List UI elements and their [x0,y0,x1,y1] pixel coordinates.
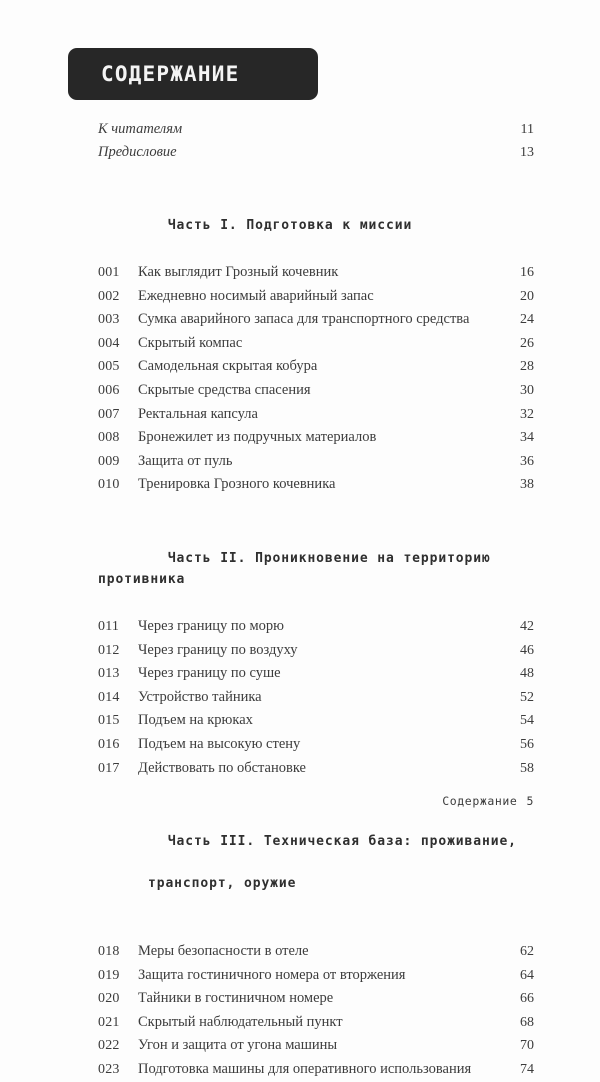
toc-entry-number: 002 [98,288,120,304]
toc-entry-number: 020 [98,991,120,1007]
toc-entry-number: 016 [98,736,120,752]
toc-content [98,118,534,1082]
front-matter-page: 11 [520,122,534,137]
toc-entry-title: Подъем на высокую стену [138,735,301,752]
front-matter-list [98,118,534,164]
toc-row[interactable] [98,964,534,988]
toc-row[interactable] [98,709,534,733]
front-matter-row[interactable] [98,118,534,141]
part-section-3 [98,810,534,1082]
toc-entry-title: Тренировка Грозного кочевника [138,476,336,493]
toc-entry-page: 32 [520,406,534,422]
toc-entry-title: Подготовка машины для оперативного использования [138,1061,472,1078]
toc-row[interactable] [98,379,534,403]
toc-entry-title: Защита от пуль [138,452,233,469]
toc-row[interactable] [98,757,534,781]
toc-row[interactable] [98,1034,534,1058]
toc-entry-page: 48 [520,666,534,682]
toc-entry-number: 017 [98,760,120,776]
toc-entry-page: 68 [520,1014,534,1030]
toc-entry-page: 26 [520,335,534,351]
toc-entry-title: Меры безопасности в отеле [138,943,309,960]
toc-row[interactable] [98,332,534,356]
toc-entry-number: 003 [98,312,120,328]
part-section-1 [98,194,534,497]
part-heading [98,527,534,611]
toc-entry-title: Тайники в гостиничном номере [138,990,334,1007]
toc-entry-page: 38 [520,477,534,493]
toc-entry-number: 013 [98,666,120,682]
contents-banner [68,48,318,100]
toc-entry-title: Подъем на крюках [138,712,253,729]
toc-entry-page: 36 [520,453,534,469]
toc-row[interactable] [98,940,534,964]
toc-entry-number: 015 [98,713,120,729]
page-footer [442,794,534,808]
toc-row[interactable] [98,285,534,309]
footer-page-number: 5 [526,794,534,808]
toc-entry-title: Действовать по обстановке [138,759,306,776]
toc-entry-title: Скрытый компас [138,334,243,351]
toc-entry-number: 019 [98,967,120,983]
toc-row[interactable] [98,987,534,1011]
toc-entry-title: Скрытый наблюдательный пункт [138,1013,343,1030]
part-heading-line-1: Часть II. Проникновение на территорию противника [98,550,500,587]
toc-row[interactable] [98,403,534,427]
toc-entry-number: 005 [98,359,120,375]
part-heading [98,810,534,936]
toc-row[interactable] [98,426,534,450]
toc-entry-number: 021 [98,1014,120,1030]
toc-entry-title: Самодельная скрытая кобура [138,358,318,375]
toc-entry-number: 010 [98,477,120,493]
part-heading-line-1: Часть III. Техническая база: проживание, [167,834,517,850]
toc-entry-page: 58 [520,760,534,776]
toc-entry-number: 012 [98,642,120,658]
toc-entry-number: 007 [98,406,120,422]
toc-entry-title: Бронежилет из подручных материалов [138,429,377,446]
toc-row[interactable] [98,662,534,686]
toc-row[interactable] [98,1011,534,1035]
toc-entry-page: 70 [520,1038,534,1054]
toc-entry-number: 009 [98,453,120,469]
toc-entry-page: 46 [520,642,534,658]
toc-row[interactable] [98,308,534,332]
toc-entry-page: 16 [520,265,534,280]
toc-row[interactable] [98,473,534,497]
toc-entry-number: 006 [98,382,120,398]
toc-entry-page: 74 [520,1062,534,1078]
toc-entry-page: 64 [520,967,534,983]
toc-entry-page: 30 [520,382,534,398]
toc-entry-number: 001 [98,265,120,280]
toc-entry-title: Защита гостиничного номера от вторжения [138,966,406,983]
toc-entry-title: Через границу по суше [138,665,281,682]
toc-row[interactable] [98,733,534,757]
toc-entry-title: Через границу по воздуху [138,641,298,658]
front-matter-title: К читателям [98,121,183,137]
toc-row[interactable] [98,261,534,285]
toc-row[interactable] [98,355,534,379]
front-matter-page: 13 [520,145,534,160]
toc-row[interactable] [98,615,534,639]
toc-entry-page: 62 [520,944,534,960]
toc-entry-title: Устройство тайника [138,688,262,705]
toc-entry-number: 018 [98,944,120,960]
toc-entry-title: Ректальная капсула [138,405,258,422]
page-title: СОДЕРЖАНИЕ [101,62,240,86]
toc-entry-number: 004 [98,335,120,351]
toc-entry-page: 54 [520,713,534,729]
toc-entry-page: 34 [520,430,534,446]
toc-entry-title: Сумка аварийного запаса для транспортного средства [138,311,470,328]
part-heading [98,194,534,257]
toc-entry-number: 022 [98,1038,120,1054]
toc-entry-number: 008 [98,430,120,446]
toc-entry-title: Угон и защита от угона машины [138,1037,338,1054]
toc-row[interactable] [98,686,534,710]
toc-entry-number: 023 [98,1062,120,1078]
front-matter-title: Предисловие [98,144,177,160]
toc-row[interactable] [98,1058,534,1082]
toc-entry-title: Скрытые средства спасения [138,381,311,398]
toc-entry-page: 66 [520,991,534,1007]
part-heading-line-1: Часть I. Подготовка к миссии [167,218,413,233]
toc-entry-title: Ежедневно носимый аварийный запас [138,287,374,304]
part-heading-line-2: транспорт, оружие [148,876,297,892]
toc-entry-page: 20 [520,288,534,304]
toc-entry-title: Как выглядит Грозный кочевник [138,264,339,280]
footer-label: Содержание [442,794,518,808]
toc-entry-page: 52 [520,689,534,705]
toc-entry-number: 011 [98,618,120,634]
toc-row[interactable] [98,639,534,663]
toc-entry-page: 56 [520,736,534,752]
toc-entry-page: 42 [520,618,534,634]
toc-row[interactable] [98,450,534,474]
toc-entry-number: 014 [98,689,120,705]
front-matter-row[interactable] [98,141,534,164]
toc-entry-page: 28 [520,359,534,375]
toc-entry-page: 24 [520,312,534,328]
part-section-2 [98,527,534,780]
toc-entry-title: Через границу по морю [138,617,285,634]
